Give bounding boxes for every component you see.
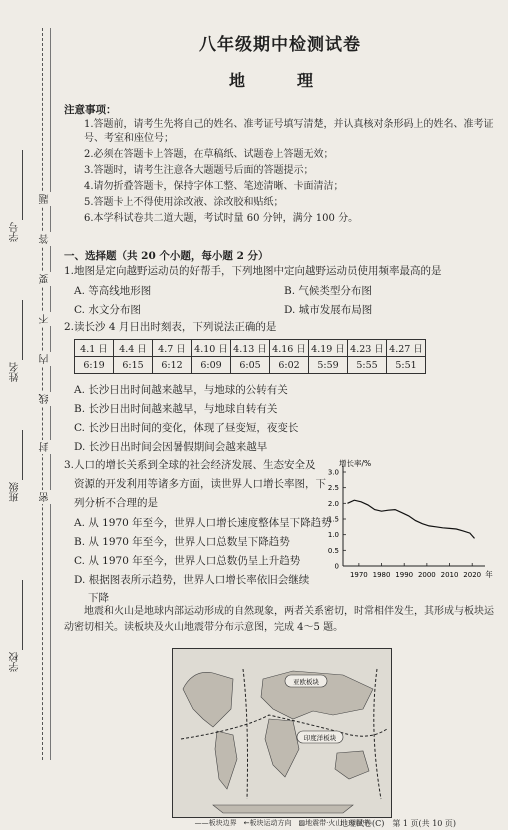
notice-heading: 注意事项： [64, 104, 117, 116]
date-cell: 4.1 日 [75, 340, 114, 357]
series-line [348, 500, 475, 538]
y-tick-label: 2.5 [327, 484, 339, 493]
q2-option-c[interactable]: C. 长沙日出时间的变化，体现了昼变短，夜变长 [74, 422, 299, 434]
student-id-label: 学号 [10, 222, 21, 242]
question-3-stem-line: 3.人口的增长关系到全球的社会经济发展、生态安全及 [64, 459, 316, 471]
class-label: 班级 [10, 482, 21, 502]
time-cell: 5:55 [348, 357, 387, 374]
q1-option-c[interactable]: C. 水文分布图 [74, 304, 141, 316]
date-cell: 4.27 日 [387, 340, 426, 357]
seal-char: 密 [40, 492, 51, 502]
x-tick-label: 1990 [395, 571, 414, 579]
plate-boundary [243, 669, 248, 799]
seal-char: 要 [40, 274, 51, 284]
sunrise-table [74, 339, 426, 374]
question-3-stem-line: 列分析不合理的是 [74, 497, 158, 509]
q2-option-d[interactable]: D. 长沙日出时间会因暑假期间会越来越早 [74, 441, 268, 453]
name-field[interactable] [22, 300, 23, 360]
notice-item: 2.必须在答题卡上答题，在草稿纸、试题卷上答题无效； [84, 149, 334, 160]
plate-map [172, 648, 392, 818]
landmass-antarctica [213, 805, 353, 813]
page-footer: 地理试卷(C) 第 1 页(共 10 页) [340, 819, 457, 828]
date-cell: 4.10 日 [192, 340, 231, 357]
q1-option-d[interactable]: D. 城市发展布局图 [284, 304, 373, 316]
population-growth-chart [307, 458, 497, 586]
notice-item: 4.请勿折叠答题卡，保持字体工整、笔迹清晰、卡面清洁； [84, 181, 344, 192]
q3-option-a[interactable]: A. 从 1970 年至今，世界人口增长速度整体呈下降趋势 [74, 517, 332, 529]
y-tick-label: 0 [334, 562, 339, 571]
seal-char: 内 [40, 354, 51, 364]
notice-item: 1.答题前，请考生先将自己的姓名、准考证号填写清楚，并认真核对条形码上的姓名、准考证号、考室和座位号； [84, 119, 494, 144]
y-axis-label: 增长率/% [339, 459, 372, 468]
q3-option-c[interactable]: C. 从 1970 年至今，世界人口总数仍呈上升趋势 [74, 555, 301, 567]
y-tick-label: 3.0 [327, 468, 339, 477]
indian-plate-label: 印度洋板块 [303, 734, 337, 742]
school-label: 学校 [10, 652, 21, 672]
seal-char: 题 [40, 194, 51, 204]
landmass-south-america [215, 731, 237, 789]
date-cell: 4.13 日 [231, 340, 270, 357]
seal-char: 不 [40, 314, 51, 324]
date-cell: 4.7 日 [153, 340, 192, 357]
seal-char: 封 [40, 442, 51, 452]
time-cell: 6:15 [114, 357, 153, 374]
seal-char: 线 [40, 394, 51, 404]
landmass-africa [265, 719, 299, 777]
time-cell: 6:12 [153, 357, 192, 374]
x-tick-label: 1980 [372, 571, 391, 579]
y-tick-label: 0.5 [327, 546, 339, 555]
x-tick-label: 2000 [417, 571, 436, 579]
q2-option-b[interactable]: B. 长沙日出时间越来越早，与地球自转有关 [74, 403, 278, 415]
eurasian-plate-label: 亚欧板块 [293, 678, 319, 686]
x-tick-label: 2020 [463, 571, 482, 579]
q2-option-a[interactable]: A. 长沙日出时间越来越早，与地球的公转有关 [74, 384, 288, 396]
school-field[interactable] [22, 580, 23, 650]
y-tick-label: 1.0 [327, 531, 339, 540]
q1-option-a[interactable]: A. 等高线地形图 [74, 285, 152, 297]
notice-item: 3.答题时，请考生注意各大题题号后面的答题提示； [84, 165, 314, 176]
subject-title: 地 理 [228, 71, 331, 90]
notice-item: 5.答题卡上不得使用涂改液、涂改胶和贴纸； [84, 197, 284, 208]
notice-item: 6.本学科试卷共二道大题，考试时量 60 分钟，满分 100 分。 [84, 213, 359, 224]
class-field[interactable] [22, 430, 23, 480]
question-2-stem: 2.读长沙 4 月日出时刻表，下列说法正确的是 [64, 321, 277, 333]
time-cell: 6:05 [231, 357, 270, 374]
student-id-field[interactable] [22, 150, 23, 220]
y-tick-label: 1.5 [327, 515, 339, 524]
time-cell: 6:02 [270, 357, 309, 374]
time-cell: 5:51 [387, 357, 426, 374]
question-1-stem: 1.地图是定向越野运动员的好帮手，下列地图中定向越野运动员使用频率最高的是 [64, 265, 442, 277]
landmass-australia [335, 751, 369, 779]
q3-option-b[interactable]: B. 从 1970 年至今，世界人口总数呈下降趋势 [74, 536, 290, 548]
x-tick-label: 2010 [440, 571, 459, 579]
binding-margin [0, 0, 58, 830]
time-cell: 6:19 [75, 357, 114, 374]
q1-option-b[interactable]: B. 气候类型分布图 [284, 285, 372, 297]
q3-option-d[interactable]: D. 根据图表所示趋势，世界人口增长率依旧会继续 [74, 574, 310, 586]
section-intro: 地震和火山是地球内部运动形成的自然现象，两者关系密切，时常相伴发生，其形成与板块运动密切相关。读板块及火山地震带分布示意图，完成 4～5 题。 [64, 606, 494, 633]
section-heading: 一、选择题（共 20 个小题，每小题 2 分） [64, 250, 269, 262]
time-cell: 6:09 [192, 357, 231, 374]
page-title: 八年级期中检测试卷 [199, 35, 361, 55]
date-cell: 4.16 日 [270, 340, 309, 357]
name-label: 姓名 [10, 362, 21, 382]
x-tick-label: 1970 [349, 571, 368, 579]
table-row [75, 357, 426, 374]
date-cell: 4.4 日 [114, 340, 153, 357]
plate-map-graphic [173, 649, 391, 817]
table-row [75, 340, 426, 357]
question-3-stem-line: 资源的开发利用等诸多方面，读世界人口增长率图，下 [74, 478, 326, 490]
seal-char: 答 [40, 234, 51, 244]
q3-option-d-cont: 下降 [88, 592, 109, 604]
y-tick-label: 2.0 [327, 499, 339, 508]
landmass-north-america [183, 672, 233, 727]
map-legend: ——板块边界 ←板块运动方向 ▨地震带·火山 ◎震中 [194, 819, 370, 827]
date-cell: 4.19 日 [309, 340, 348, 357]
x-axis-unit: 年 [485, 570, 493, 579]
time-cell: 5:59 [309, 357, 348, 374]
date-cell: 4.23 日 [348, 340, 387, 357]
